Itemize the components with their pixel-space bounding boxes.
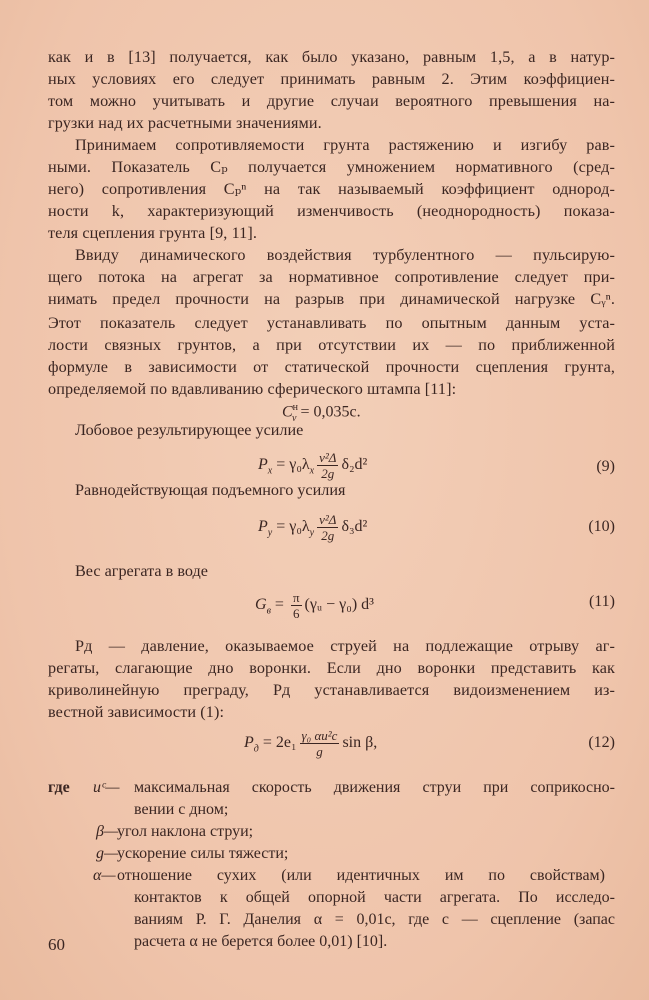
denominator: 2g [321, 528, 335, 543]
definition-line: вении с дном; [134, 801, 229, 818]
text-line: вестной зависимости (1): [48, 703, 225, 721]
definition-line: ускорение силы тяжести; [117, 845, 289, 862]
formula-symbol: G [255, 596, 267, 614]
definition-line: максимальная скорость движения струи при соприкосно- [134, 779, 615, 796]
symbol-g: g— [96, 845, 119, 862]
fraction [317, 450, 338, 481]
numerator: π [292, 590, 300, 605]
page-number: 60 [48, 935, 65, 954]
numerator: v²Δ [319, 450, 337, 465]
text-line: как и в [13] получается, как было указано, равным 1,5, а в натур- [48, 48, 615, 66]
formula-symbol: C [282, 403, 293, 421]
text-line: формуле в зависимости от статической прочности сцепления грунта, [48, 358, 615, 376]
text-line: ных условиях его следует принимать равным 2. Этим коэффициен- [48, 70, 615, 88]
numerator: γ₀ αu²c [301, 728, 338, 743]
formula-sub: y [309, 527, 315, 539]
text-line: Этот показатель следует устанавливать по опытным данным уста- [48, 314, 615, 332]
text-line: нимать предел прочности на разрыв при динамической нагрузке Cᵧⁿ. [48, 290, 615, 308]
text-line: определяемой по вдавливанию сферического штампа [11]: [48, 380, 457, 398]
formula-rhs: = 0,035c. [296, 403, 361, 421]
formula-part: = γ₀λ [272, 456, 310, 474]
denominator: 2g [321, 466, 335, 481]
text-line: Pд — давление, оказываемое струей на подлежащие отрыву аг- [75, 637, 615, 655]
caption-9: Лобовое результирующее усилие [75, 421, 304, 439]
denominator: 6 [292, 606, 300, 621]
formula-part: δ₃d² [341, 518, 368, 536]
formula-symbol: P [258, 456, 268, 474]
formula-part: = γ₀λ [272, 518, 310, 536]
equation-number: (12) [588, 734, 615, 751]
formula-sub: д [253, 743, 259, 755]
text-line: криволинейную преграду, Pд устанавливается видоизменением из- [48, 681, 615, 699]
formula-sub: y [267, 527, 273, 539]
text-line: том можно учитывать и другие случаи вероятного превышения на- [48, 92, 615, 110]
definition-line: ваниям Р. Г. Данелия α = 0,01c, где c — сцепление (запас [134, 911, 615, 928]
text-line: Принимаем сопротивляемости грунта растяжению и изгибу рав- [75, 136, 615, 154]
symbol-alpha: α— [93, 867, 116, 884]
equation-number: (9) [596, 458, 615, 475]
definition-line: контактов к общей опорной части агрегата. По исследо- [134, 889, 615, 906]
equation-number: (10) [588, 518, 615, 535]
formula-sub: x [267, 465, 273, 477]
fraction [291, 590, 302, 621]
caption-10: Равнодействующая подъемного усилия [75, 481, 346, 499]
formula-9 [258, 450, 367, 481]
formula-sub: x [309, 465, 315, 477]
definition-line: угол наклона струи; [117, 823, 254, 840]
caption-11: Вес агрегата в воде [75, 562, 208, 580]
formula-sub: v [292, 412, 297, 424]
formula-10 [258, 512, 367, 543]
formula-part: sin β, [342, 734, 378, 752]
symbol-uc: uᶜ— [93, 779, 120, 796]
text-line: ными. Показатель Cₚ получается умножением нормативного (сред- [48, 158, 615, 176]
formula-part: δ₂d² [341, 456, 368, 474]
equation-number: (11) [588, 593, 615, 610]
formula-sup: н [292, 402, 299, 413]
text-line: Ввиду динамического воздействия турбулентного — пульсирую- [75, 246, 615, 264]
formula-symbol: P [244, 734, 254, 752]
text-line: него) сопротивления Cₚⁿ на так называемый коэффициент однород- [48, 180, 615, 198]
formula-sub: в [266, 605, 271, 617]
fraction [300, 728, 340, 759]
symbol-beta: β— [96, 823, 119, 840]
formula-part: (γᵤ − γ₀) d³ [304, 596, 374, 614]
text-line: теля сцепления грунта [9, 11]. [48, 224, 257, 242]
where-label: где [48, 779, 70, 796]
formula-11 [255, 590, 374, 621]
denominator: g [316, 744, 323, 759]
fraction [317, 512, 338, 543]
formula-12 [244, 728, 377, 759]
formula-part: = 2e₁ [258, 734, 297, 752]
definition-line: отношение сухих (или идентичных им по свойствам) [117, 867, 605, 884]
numerator: v²Δ [319, 512, 337, 527]
formula-symbol: P [258, 518, 268, 536]
definition-line: расчета α не берется более 0,01) [10]. [134, 933, 388, 950]
text-line: щего потока на агрегат за нормативное сопротивление следует при- [48, 268, 615, 286]
text-line: грузки над их расчетными значениями. [48, 114, 322, 132]
text-line: ности k, характеризующий изменчивость (неоднородность) показа- [48, 202, 615, 220]
formula-part: = [270, 596, 288, 614]
text-line: лости связных грунтов, а при отсутствии их — по приближенной [48, 336, 615, 354]
text-line: регаты, слагающие дно воронки. Если дно воронки представить как [48, 659, 615, 677]
